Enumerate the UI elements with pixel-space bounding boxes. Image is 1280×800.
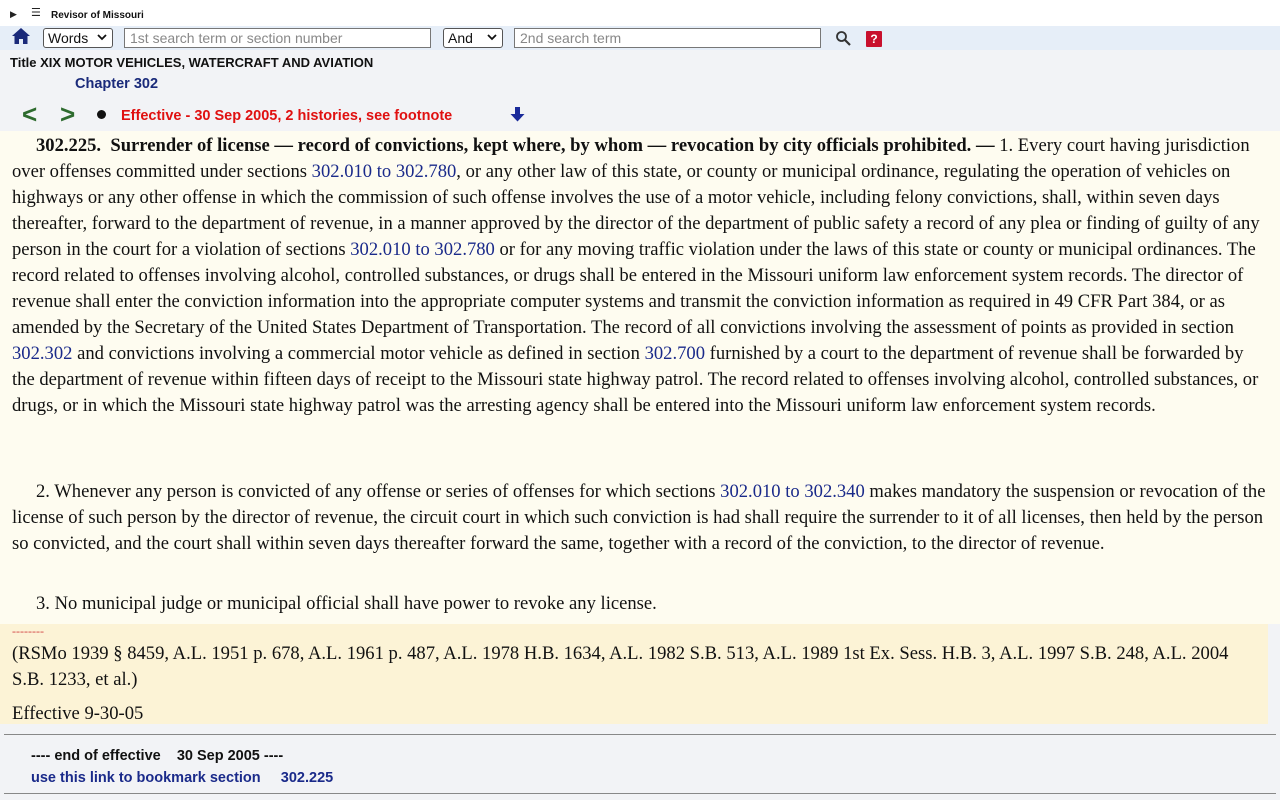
site-topbar [0, 0, 1280, 26]
end-of-effective-text: ---- end of effective 30 Sep 2005 ---- [31, 748, 284, 764]
section-paragraph-1: 302.225. Surrender of license — record of convictions, kept where, by whom — revocation by city officials prohibited. — 1. Every court having jurisdiction over offenses committed under sections 302.010 to 302.780, or any other law of this state, or county or municipal ordinance, regulating the operation of vehicles on highways or any other offense in which the commission of such offense involves the use of a motor vehicle, including felony convictions, shall, within seven days thereafter, forward to the department of revenue, in a manner approved by the director of the department of public safety a record of any plea or finding of guilty of any person in the court for a violation of sections 302.010 to 302.780 or for any moving traffic violation under the laws of this state or county or municipal ordinances. The record related to offenses involving alcohol, controlled substances, or drugs shall be entered in the Missouri uniform law enforcement system records. The director of revenue shall enter the conviction information into the appropriate computer systems and transmit the conviction information as required in 49 CFR Part 384, or as amended by the Secretary of the United States Department of Transportation. The record of all convictions involving the assessment of points as provided in section 302.302 and convictions involving a commercial motor vehicle as defined in section 302.700 furnished by a court to the department of revenue shall be forwarded by the department of revenue within fifteen days of receipt to the Missouri state highway patrol. The record related to offenses involving alcohol, controlled substances, or drugs, or in which the Missouri state highway patrol was the arresting agency shall be entered into the Missouri uniform law enforcement system records. [12, 135, 1260, 416]
search-operator-value: And [448, 30, 473, 46]
statute-link[interactable]: 302.700 [644, 343, 705, 364]
current-section-dot[interactable] [97, 110, 106, 119]
next-section-button[interactable]: > [60, 99, 76, 129]
bookmark-section-link[interactable]: use this link to bookmark section 302.225 [31, 770, 334, 786]
effective-date-notice[interactable]: Effective - 30 Sep 2005, 2 histories, see footnote [121, 108, 453, 124]
section-paragraph-2: 2. Whenever any person is convicted of any offense or series of offenses for which sections 302.010 to 302.340 makes mandatory the suspension or revocation of the license of such person by the director of revenue, the circuit court in which such conviction is had shall require the surrender to it of all licenses, then held by the person so convicted, and the court shall within seven days thereafter forward the same, together with a record of the conviction, to the director of revenue. [12, 481, 1266, 554]
statute-link[interactable]: 302.010 to 302.780 [311, 161, 457, 182]
footnote-divider: -------- [12, 624, 44, 638]
search-icon[interactable] [835, 30, 852, 47]
section-paragraph-3: 3. No municipal judge or municipal official shall have power to revoke any license. [36, 593, 657, 614]
previous-section-button[interactable]: < [22, 99, 38, 129]
effective-note: Effective 9-30-05 [12, 703, 144, 724]
divider [4, 734, 1276, 735]
site-title[interactable]: Revisor of Missouri [51, 10, 144, 21]
statute-link[interactable]: 302.302 [12, 343, 73, 364]
section-number: 302.225. [36, 135, 102, 156]
chevron-down-icon [97, 32, 107, 42]
search-bar [0, 26, 1280, 50]
help-icon[interactable]: ? [866, 31, 882, 47]
expand-toggle-icon[interactable]: ▶ [10, 9, 17, 19]
divider [4, 793, 1276, 794]
statute-link[interactable]: 302.010 to 302.340 [720, 481, 865, 502]
search-mode-select[interactable] [43, 28, 113, 48]
down-arrow-icon[interactable] [509, 106, 526, 123]
menu-icon[interactable]: ☰ [31, 7, 41, 19]
first-search-term-input[interactable] [124, 28, 431, 48]
chevron-down-icon [487, 32, 497, 42]
second-search-term-input[interactable] [514, 28, 821, 48]
title-heading: Title XIX MOTOR VEHICLES, WATERCRAFT AND AVIATION [10, 55, 374, 70]
history-citation: (RSMo 1939 § 8459, A.L. 1951 p. 678, A.L. 1961 p. 487, A.L. 1978 H.B. 1634, A.L. 1982 S.B. 513, A.L. 1989 1st Ex. Sess. H.B. 3, A.L. 1997 S.B. 248, A.L. 2004 S.B. 1233, et al.) [12, 643, 1229, 690]
statute-link[interactable]: 302.010 to 302.780 [350, 239, 495, 260]
home-icon[interactable] [11, 26, 31, 46]
search-mode-value: Words [48, 30, 89, 46]
section-heading: Surrender of license — record of convictions, kept where, by whom — revocation by city officials prohibited. — [110, 135, 995, 156]
chapter-link[interactable]: Chapter 302 [75, 76, 159, 92]
search-operator-select[interactable] [443, 28, 503, 48]
